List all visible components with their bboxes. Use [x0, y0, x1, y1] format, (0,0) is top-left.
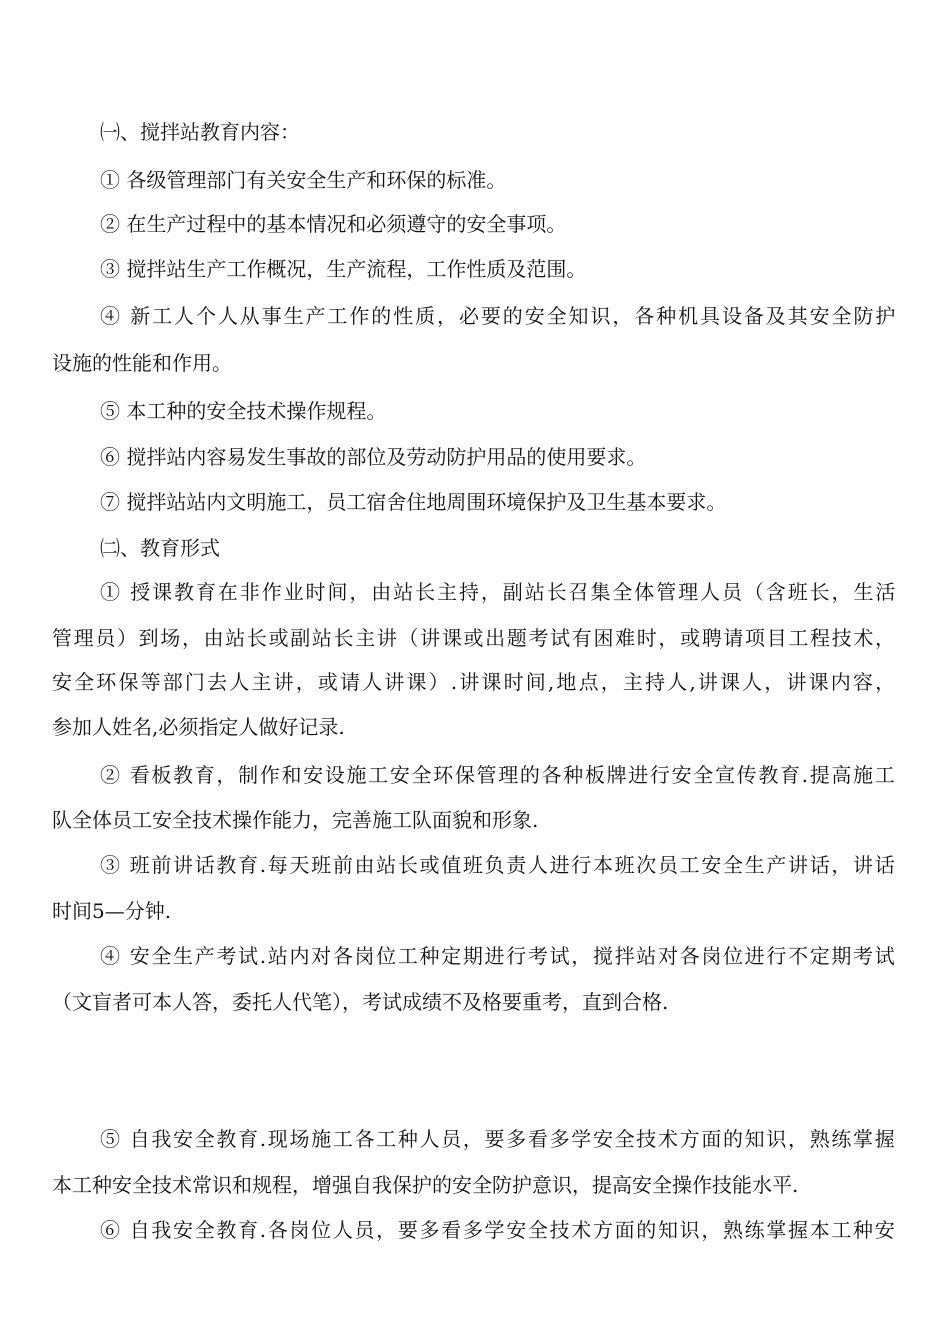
- paragraph-line: 管理员）到场，由站长或副站长主讲（讲课或出题考试有困难时，或聘请项目工程技术，: [52, 626, 897, 650]
- paragraph-line: 安全环保等部门去人主讲，或请人讲课）.讲课时间,地点，主持人,讲课人，讲课内容，: [52, 670, 898, 694]
- paragraph-line: ④ 新工人个人从事生产工作的性质，必要的安全知识，各种机具设备及其安全防护: [100, 304, 898, 328]
- paragraph-line: ④ 安全生产考试.站内对各岗位工种定期进行考试，搅拌站对各岗位进行不定期考试: [100, 944, 897, 968]
- paragraph-line: ⑦ 搅拌站站内文明施工，员工宿舍住地周围环境保护及卫生基本要求。: [100, 490, 727, 514]
- paragraph-line: （文盲者可本人答，委托人代笔），考试成绩不及格要重考，直到合格.: [52, 990, 669, 1014]
- paragraph-line: ② 在生产过程中的基本情况和必须遵守的安全事项。: [100, 212, 567, 236]
- paragraph-line: ⑤ 本工种的安全技术操作规程。: [100, 399, 387, 423]
- paragraph-line: ⑤ 自我安全教育.现场施工各工种人员，要多看多学安全技术方面的知识，熟练掌握: [100, 1127, 897, 1151]
- paragraph-line: ③ 班前讲话教育.每天班前由站长或值班负责人进行本班次员工安全生产讲话，讲话: [100, 853, 897, 877]
- section-heading-2: ㈡、教育形式: [100, 536, 220, 560]
- paragraph-line: ① 授课教育在非作业时间，由站长主持，副站长召集全体管理人员（含班长，生活: [100, 580, 898, 604]
- paragraph-line: 设施的性能和作用。: [52, 351, 232, 375]
- paragraph-line: 参加人姓名,必须指定人做好记录.: [52, 715, 345, 739]
- section-heading-1: ㈠、搅拌站教育内容：: [100, 120, 300, 144]
- paragraph-line: 本工种安全技术常识和规程，增强自我保护的安全防护意识，提高安全操作技能水平.: [52, 1173, 799, 1197]
- paragraph-line: ② 看板教育，制作和安设施工安全环保管理的各种板牌进行安全宣传教育.提高施工: [100, 763, 897, 787]
- paragraph-line: ⑥ 搅拌站内容易发生事故的部位及劳动防护用品的使用要求。: [100, 445, 647, 469]
- paragraph-line: ⑥ 自我安全教育.各岗位人员，要多看多学安全技术方面的知识，熟练掌握本工种安: [100, 1218, 897, 1242]
- paragraph-line: 时间5—分钟.: [52, 899, 172, 923]
- paragraph-line: ③ 搅拌站生产工作概况，生产流程，工作性质及范围。: [100, 257, 587, 281]
- paragraph-line: 队全体员工安全技术操作能力，完善施工队面貌和形象.: [52, 808, 539, 832]
- paragraph-line: ① 各级管理部门有关安全生产和环保的标准。: [100, 168, 507, 192]
